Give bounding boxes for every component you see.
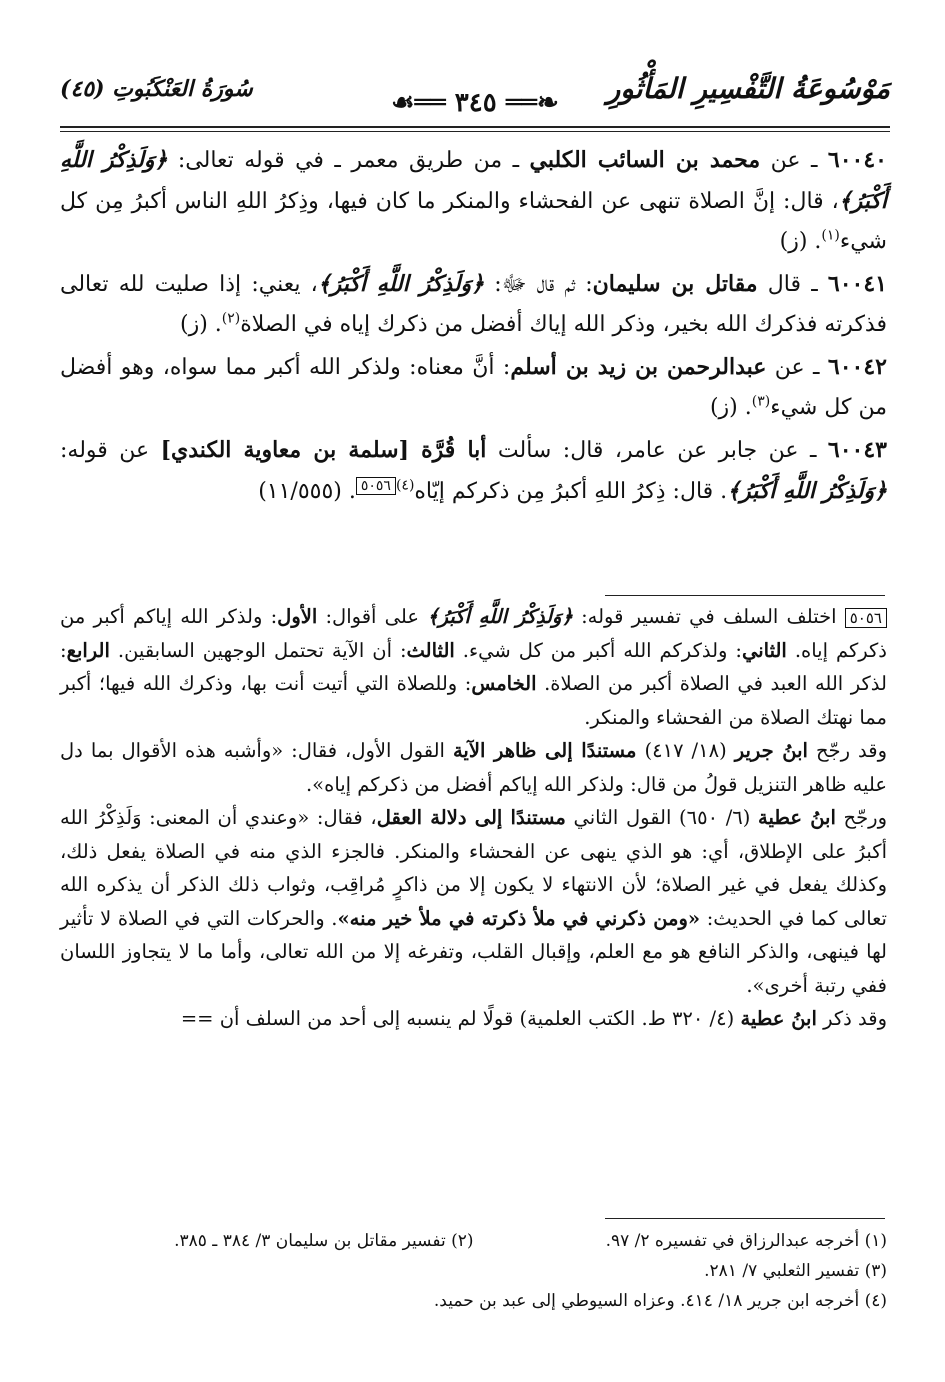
commentary-text: اختلف السلف في تفسير قوله:	[572, 605, 845, 628]
narrator-name: محمد بن السائب الكلبي	[529, 147, 761, 173]
entry-text: : أنَّ معناه: ولذكر الله أكبر مما سواه، وهو أفضل من كل شيء	[60, 355, 887, 420]
section-divider	[605, 595, 885, 596]
commentary-text: : وللصلاة التي أتيت أنت بها، وذكرك الله فيها؛ أكبر مما نهتك الصلاة من الفحشاء والمنكر.	[60, 672, 887, 729]
opinion-label: الثاني	[741, 638, 787, 662]
commentary-text: ورجّح	[835, 806, 888, 829]
entry-text: ، قال: إنَّ الصلاة تنهى عن الفحشاء والمنكر ما كان فيها، وذِكرُ اللهِ الناس أكبرُ مِن كل شيء	[60, 189, 887, 254]
commentary-text: (٦/ ٦٥٠) القول الثاني	[565, 806, 759, 829]
commentary	[60, 600, 887, 1036]
commentary-paragraph	[60, 600, 887, 734]
entry-number: ٦٠٠٤٠	[827, 147, 887, 173]
main-text	[60, 140, 887, 514]
opinion-label: الأول	[277, 605, 318, 628]
footnote-ref: (١)	[821, 227, 840, 244]
scholar-name: ابنُ عطية	[758, 806, 836, 829]
entry-text: ـ عن	[766, 355, 828, 380]
page-number-value: ٣٤٥	[454, 88, 497, 118]
commentary-text: ، فقال: «وعندي أن المعنى: وَلَذِكْرُ الله أكبرُ على الإطلاق، أي: هو الذي ينهى عن الفحشاء والمنكر. فالجزء الذي منه في الصلاة يفعل ذلك، وكذلك يفعل في غير الصلاة؛ لأن الانتهاء لا يكون إلا من ذاكرٍ مُراقِب، وثواب ذلك الذكر أن يذكره الله تعالى كما في الحديث:	[60, 806, 887, 930]
commentary-text: وقد رجّح	[807, 739, 887, 762]
entry	[60, 430, 887, 512]
footnote-ref: (٣)	[751, 393, 771, 410]
entry-text: . (ز)	[709, 395, 752, 420]
header-rule	[60, 126, 890, 128]
footnote-ref: (٢)	[221, 310, 241, 327]
commentary-text: . والحركات التي في الصلاة لا تأثير لها فينهى، والذكر النافع هو مع العلم، وإقبال القلب، وتفرغه إلا من الله تعالى، وأما ما لا يتجاوز اللسان ففي رتبة أخرى».	[60, 906, 887, 997]
method-label: مستندًا إلى دلالة العقل	[376, 806, 566, 829]
entry-text: . (ز)	[779, 229, 822, 254]
entry	[60, 347, 887, 428]
narrator-name: مقاتل بن سليمان	[592, 271, 758, 297]
quran-verse: ﴿وَلَذِكْرُ اللَّهِ أَكْبَرُ﴾	[727, 478, 887, 504]
surah-name: سُورَةُ العَنْكَبُوتِ (٤٥)	[60, 76, 253, 102]
opinion-label: الخامس	[471, 672, 537, 695]
quran-verse: ﴿وَلَذِكْرُ اللَّهِ أَكْبَرُ﴾	[427, 605, 573, 628]
entry-number: ٦٠٠٤١	[827, 271, 887, 297]
hadith-quote: «ومن ذكرني في ملأ ذكرته في ملأ خير منه»	[337, 906, 701, 930]
entry-text: عن قوله:	[60, 438, 161, 463]
scholar-name: ابنُ جرير	[734, 739, 808, 762]
method-label: مستندًا إلى ظاهر الآية	[452, 739, 637, 762]
narrator-name: عبدالرحمن بن زيد بن أسلم	[510, 354, 767, 380]
entry-number: ٦٠٠٤٣	[827, 437, 887, 463]
footnote-ref: (٤)	[395, 477, 415, 494]
entry-text: ـ عن	[760, 148, 828, 173]
entry-text: ـ قال	[757, 272, 828, 297]
commentary-text: (٤/ ٣٢٠ ط. الكتب العلمية) قولًا لم ينسبه إلى أحد من السلف أن ==	[180, 1007, 741, 1030]
quran-verse: ﴿وَلَذِكْرُ اللَّهِ أَكْبَرُ﴾	[60, 147, 887, 214]
commentary-text: : أن الآية تحتمل الوجهين السابقين.	[109, 638, 407, 662]
commentary-ref-box: ٥٠٥٦	[356, 477, 396, 495]
commentary-text: (١٨/ ٤١٧)	[636, 739, 735, 762]
footnote: (١) أخرجه عبدالرزاق في تفسيره ٢/ ٩٧.	[605, 1231, 887, 1251]
page-number: ❧══ ٣٤٥ ══☙	[391, 88, 559, 118]
entry	[60, 264, 887, 345]
book-title: مَوْسُوعَةُ التَّفْسِيرِ المَأْثُورِ	[606, 72, 890, 105]
footnote-row	[60, 1226, 887, 1256]
entry-text: ـ من طريق معمر ـ في قوله تعالى:	[167, 148, 530, 173]
scholar-name: ابنُ عطية	[740, 1007, 817, 1030]
commentary-text: القول الأول، فقال: «وأشبه هذه الأقوال بما دل عليه ظاهر التنزيل قولُ من قال: ولذكر الله إياكم أفضل من ذكركم إياه».	[60, 739, 887, 796]
page-header	[60, 58, 890, 132]
entry-number: ٦٠٠٤٢	[827, 354, 887, 380]
quran-verse: ﴿وَلَذِكْرُ اللَّهِ أَكْبَرُ﴾	[317, 271, 485, 297]
header-rule-thin	[60, 131, 890, 132]
commentary-text: : ولذكركم الله أكبر من كل شيء.	[454, 638, 742, 662]
footnote-divider	[605, 1218, 885, 1219]
commentary-text: على أقوال:	[317, 605, 428, 628]
commentary-number-box: ٥٠٥٦	[845, 608, 887, 628]
entry-text: . (ز)	[180, 312, 222, 337]
opinion-label: الثالث	[406, 638, 455, 662]
commentary-text: وقد ذكر	[816, 1007, 887, 1030]
footnotes	[60, 1226, 887, 1316]
entry-text: ، يعني: إذا صليت لله تعالى فذكرته فذكرك الله بخير، وذكر الله إياك أفضل من ذكرك إياه في الصلاة	[60, 272, 887, 337]
commentary-paragraph	[60, 734, 887, 801]
opinion-label: الرابع	[66, 638, 110, 662]
entry-text: . قال: ذِكرُ اللهِ أكبرُ مِن ذكركم إيّاه	[414, 479, 728, 504]
commentary-paragraph	[60, 1002, 887, 1036]
commentary-text: : ولذكر الله إياكم أكبر من ذكركم إياه.	[60, 605, 887, 662]
entry-text: : ثم قال ﷻ:	[484, 272, 593, 297]
entry-text: ـ عن جابر عن عامر، قال: سألت	[486, 438, 828, 463]
footnote: (٢) تفسير مقاتل بن سليمان ٣/ ٣٨٤ ـ ٣٨٥.	[174, 1231, 474, 1251]
entry-text: . (١١/٥٥٥)	[258, 479, 356, 504]
commentary-paragraph	[60, 801, 887, 1002]
entry	[60, 140, 887, 262]
footnote: (٤) أخرجه ابن جرير ١٨/ ٤١٤. وعزاه السيوطي إلى عبد بن حميد.	[433, 1291, 887, 1311]
narrator-name: أبا قُرَّة [سلمة بن معاوية الكندي]	[160, 437, 487, 463]
commentary-text: : لذكر الله العبد في الصلاة أكبر من الصلاة.	[60, 638, 887, 695]
footnote: (٣) تفسير الثعلبي ٧/ ٢٨١.	[704, 1261, 887, 1281]
